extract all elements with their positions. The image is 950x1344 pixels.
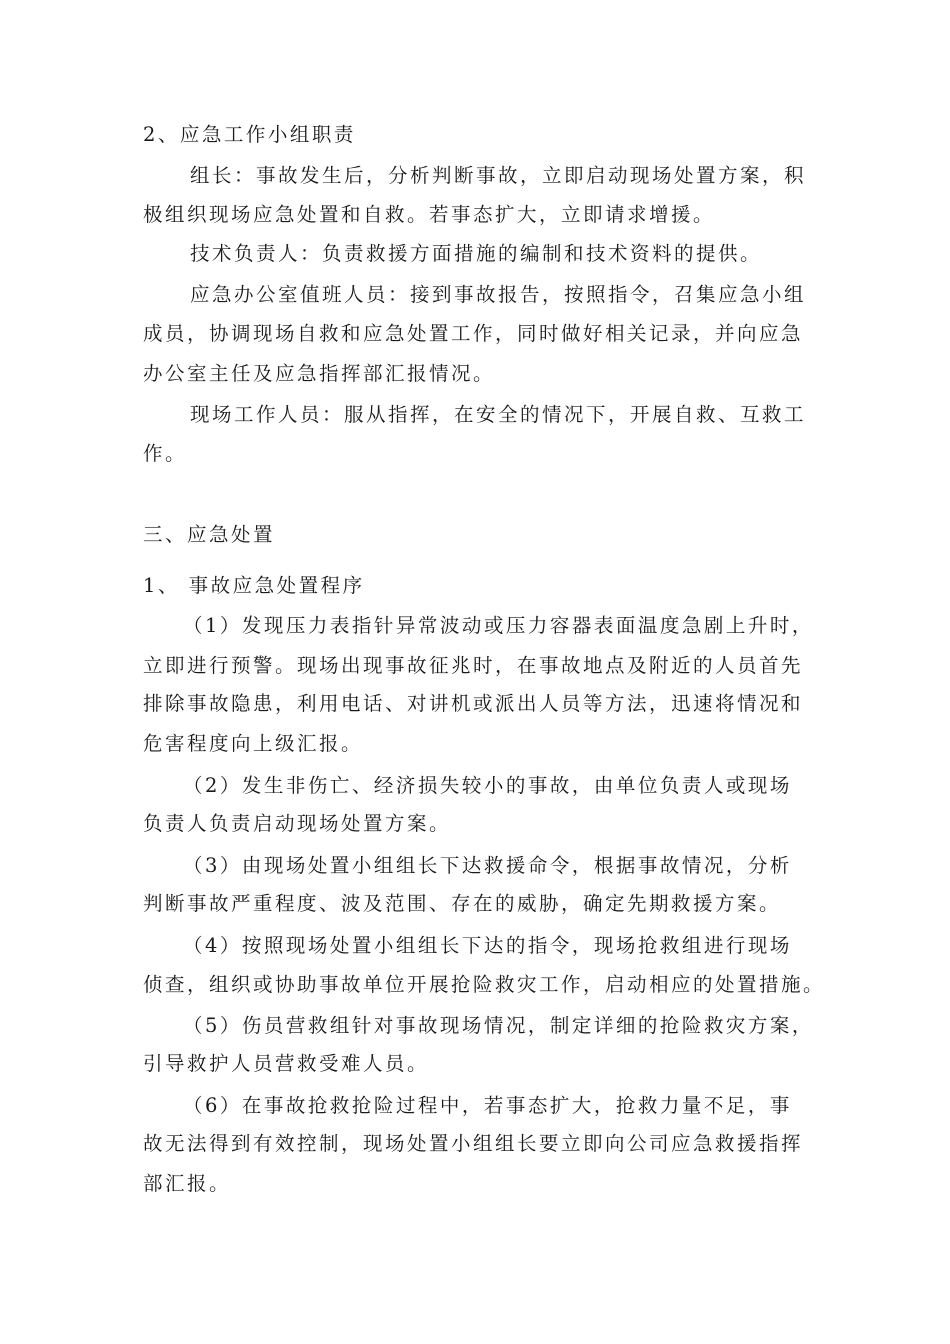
item-4-line-1: （4）按照现场处置小组组长下达的指令，现场抢救组进行现场 (183, 934, 792, 957)
item-6-line-1: （6）在事故抢救抢险过程中，若事态扩大，抢救力量不足，事 (183, 1094, 792, 1117)
section-3-heading: 三、应急处置 (143, 523, 276, 546)
item-6-line-2: 故无法得到有效控制，现场处置小组组长要立即向公司应急救援指挥 (143, 1132, 804, 1155)
item-1-line-1: （1）发现压力表指针异常波动或压力容器表面温度急剧上升时， (183, 614, 814, 637)
item-6-line-3: 部汇报。 (143, 1172, 232, 1195)
item-4-line-2: 侦查，组织或协助事故单位开展抢险救灾工作，启动相应的处置措施。 (143, 973, 826, 996)
leader-duty-line-2: 极组织现场应急处置和自救。若事态扩大，立即请求增援。 (143, 203, 716, 226)
item-1-line-4: 危害程度向上级汇报。 (143, 732, 364, 755)
item-2-line-2: 负责人负责启动现场处置方案。 (143, 812, 452, 835)
item-1-line-3: 排除事故隐患，利用电话、对讲机或派出人员等方法，迅速将情况和 (143, 692, 804, 715)
office-duty-line-2: 成员，协调现场自救和应急处置工作，同时做好相关记录，并向应急 (143, 322, 804, 345)
item-5-line-2: 引导救护人员营救受难人员。 (143, 1052, 430, 1075)
staff-duty-line-2: 作。 (143, 442, 188, 465)
office-duty-line-1: 应急办公室值班人员：接到事故报告，按照指令，召集应急小组 (190, 283, 807, 306)
item-5-line-1: （5）伤员营救组针对事故现场情况，制定详细的抢险救灾方案， (183, 1014, 814, 1037)
item-3-line-1: （3）由现场处置小组组长下达救援命令，根据事故情况，分析 (183, 854, 792, 877)
section-2-heading: 2、应急工作小组职责 (143, 123, 356, 146)
item-1-line-2: 立即进行预警。现场出现事故征兆时，在事故地点及附近的人员首先 (143, 654, 804, 677)
office-duty-line-3: 办公室主任及应急指挥部汇报情况。 (143, 362, 496, 385)
item-3-line-2: 判断事故严重程度、波及范围、存在的威胁，确定先期救援方案。 (143, 892, 782, 915)
tech-duty-line-1: 技术负责人：负责救援方面措施的编制和技术资料的提供。 (190, 242, 763, 265)
staff-duty-line-1: 现场工作人员：服从指挥，在安全的情况下，开展自救、互救工 (190, 403, 807, 426)
item-2-line-1: （2）发生非伤亡、经济损失较小的事故，由单位负责人或现场 (183, 774, 792, 797)
leader-duty-line-1: 组长：事故发生后，分析判断事故，立即启动现场处置方案，积 (190, 164, 807, 187)
subsection-1-heading: 1、 事故应急处置程序 (143, 574, 365, 597)
